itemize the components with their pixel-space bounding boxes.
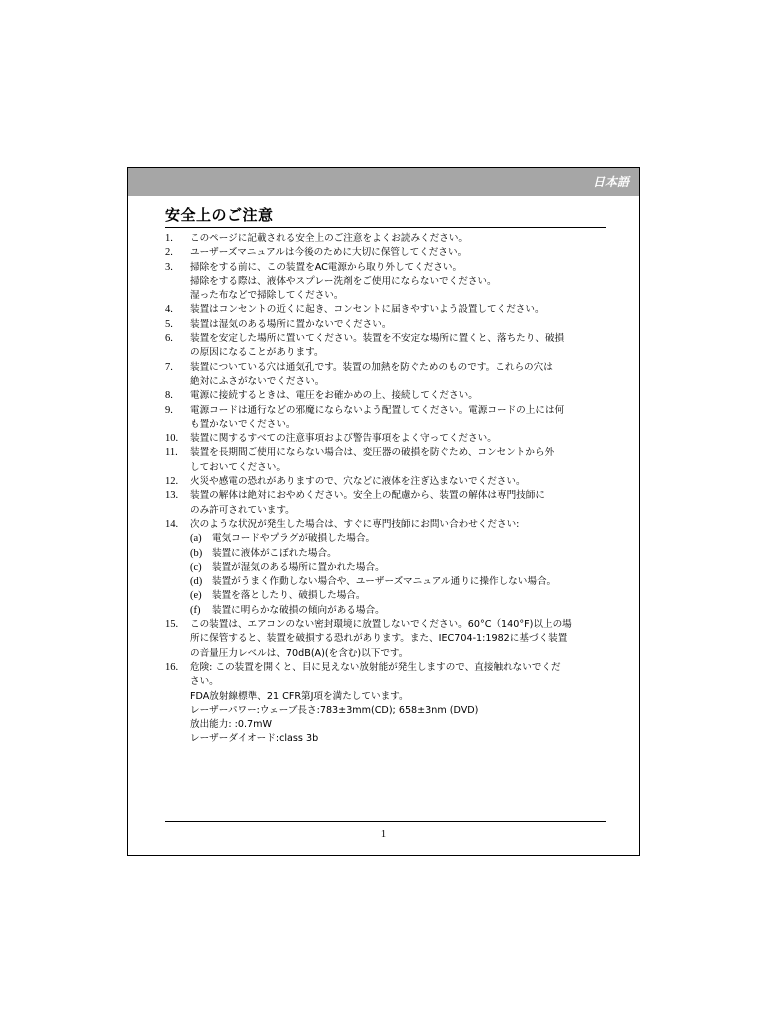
note-body [190, 475, 610, 489]
sub-item-letter: (f) [190, 604, 201, 616]
note-line: 装置は湿気のある場所に置かないでください。 [190, 318, 392, 330]
note-line: レーザーパワー:ウェーブ長さ:783±3mm(CD); 658±3nm (DVD) [190, 704, 479, 716]
note-number: 2. [165, 247, 173, 259]
sub-item [190, 547, 610, 561]
note-item [165, 518, 610, 618]
note-line: 絶対にふさがないでください。 [190, 375, 325, 387]
note-item [165, 232, 610, 246]
header-bar [128, 168, 639, 196]
note-line: の音量圧力レベルは、70dB(A)(を含む)以下です。 [190, 647, 409, 659]
note-number: 5. [165, 318, 173, 330]
sub-item-text: 装置に明らかな破損の傾向がある場合。 [212, 604, 385, 616]
page-title: 安全上のご注意 [165, 206, 274, 224]
note-line: 放出能力: :0.7mW [190, 719, 272, 731]
note-body [190, 361, 610, 390]
note-body [190, 246, 610, 260]
note-line: 装置の解体は絶対におやめください。安全上の配慮から、装置の解体は専門技師に [190, 490, 545, 502]
note-body [190, 303, 610, 317]
note-number: 8. [165, 390, 173, 402]
note-item [165, 261, 610, 304]
note-line: 電源コードは通行などの邪魔にならないよう配置してください。電源コードの上には何 [190, 404, 565, 416]
note-item [165, 404, 610, 433]
note-body [190, 446, 610, 475]
note-line: しておいてください。 [190, 461, 286, 473]
note-line: 湿った布などで掃除してください。 [190, 290, 344, 302]
note-number: 3. [165, 261, 173, 273]
note-item [165, 361, 610, 390]
note-body [190, 404, 610, 433]
sub-item [190, 575, 610, 589]
note-number: 10. [165, 433, 179, 445]
note-number: 15. [165, 619, 179, 631]
note-line: 装置についている穴は通気孔です。装置の加熱を防ぐためのものです。これらの穴は [190, 361, 553, 373]
footer-divider [165, 821, 606, 822]
page-number: 1 [380, 829, 387, 840]
note-line: 装置を安定した場所に置いてください。装置を不安定な場所に置くと、落ちたり、破損 [190, 333, 565, 345]
note-number: 9. [165, 404, 173, 416]
note-body [190, 618, 610, 661]
note-item [165, 489, 610, 518]
note-line: このページに記載される安全上のご注意をよくお読みください。 [190, 233, 469, 244]
note-line: 装置を長期間ご使用にならない場合は、変圧器の破損を防ぐため、コンセントから外 [190, 447, 555, 459]
note-line: 掃除をする前に、この装置をAC電源から取り外してください。 [190, 261, 463, 273]
language-label: 日本語 [592, 175, 629, 189]
note-body [190, 261, 610, 304]
note-item [165, 446, 610, 475]
note-body [190, 489, 610, 518]
note-item [165, 318, 610, 332]
sub-item [190, 532, 610, 546]
note-line: FDA放射線標準、21 CFR第J項を満たしています。 [190, 690, 409, 702]
note-item [165, 661, 610, 747]
note-number: 11. [165, 447, 178, 459]
note-body [190, 661, 610, 747]
note-item [165, 303, 610, 317]
note-item [165, 432, 610, 446]
note-body [190, 518, 610, 618]
sub-item-text: 装置がうまく作動しない場合や、ユーザーズマニュアル通りに操作しない場合。 [212, 576, 557, 588]
note-line: 次のような状況が発生した場合は、すぐに専門技師にお問い合わせください: [190, 518, 520, 530]
note-item [165, 618, 610, 661]
title-divider [165, 227, 606, 228]
note-item [165, 332, 610, 361]
note-line: ユーザーズマニュアルは今後のために大切に保管してください。 [190, 247, 468, 259]
note-line: 危険: この装置を開くと、目に見えない放射能が発生しますので、直接触れないでくだ [190, 661, 561, 673]
sub-item-letter: (a) [190, 533, 202, 545]
note-body [190, 389, 610, 403]
note-line: 掃除をする際は、液体やスプレー洗剤をご使用にならないでください。 [190, 275, 497, 287]
note-body [190, 232, 610, 246]
note-line: の原因になることがあります。 [190, 347, 324, 359]
note-line: のみ許可されています。 [190, 504, 295, 516]
sub-item [190, 589, 610, 603]
note-number: 6. [165, 333, 173, 345]
note-number: 12. [165, 476, 179, 488]
note-line: 火災や感電の恐れがありますので、穴などに液体を注ぎ込まないでください。 [190, 476, 526, 488]
sub-item [190, 561, 610, 575]
note-number: 1. [165, 233, 173, 244]
note-number: 14. [165, 518, 179, 530]
note-line: 電源に接続するときは、電圧をお確かめの上、接続してください。 [190, 390, 478, 402]
sub-item-letter: (e) [190, 590, 202, 602]
note-item [165, 389, 610, 403]
sub-item-list [190, 532, 610, 618]
note-line: 所に保管すると、装置を破損する恐れがあります。また、IEC704-1:1982に基づく装置 [190, 633, 568, 645]
sub-item [190, 604, 610, 618]
note-number: 13. [165, 490, 179, 502]
sub-item-letter: (c) [190, 561, 202, 573]
note-line: さい。 [190, 676, 219, 688]
document-page [127, 167, 640, 856]
note-body [190, 332, 610, 361]
sub-item-letter: (d) [190, 576, 203, 588]
note-line: も置かないでください。 [190, 418, 296, 430]
note-number: 16. [165, 661, 179, 673]
sub-item-text: 装置に液体がこぼれた場合。 [212, 547, 337, 559]
note-line: レーザーダイオード:class 3b [190, 733, 319, 745]
sub-item-text: 装置を落としたり、破損した場合。 [212, 590, 366, 602]
note-number: 4. [165, 304, 173, 316]
note-line: この装置は、エアコンのない密封環境に放置しないでください。60°C（140°F)以上の場 [190, 619, 572, 631]
note-line: 装置に関するすべての注意事項および警告事項をよく守ってください。 [190, 433, 497, 445]
sub-item-letter: (b) [190, 547, 203, 559]
note-line: 装置はコンセントの近くに起き、コンセントに届きやすいよう設置してください。 [190, 304, 545, 316]
note-body [190, 432, 610, 446]
note-item [165, 246, 610, 260]
note-item [165, 475, 610, 489]
sub-item-text: 電気コードやプラグが破損した場合。 [212, 533, 376, 545]
sub-item-text: 装置が湿気のある場所に置かれた場合。 [212, 561, 385, 573]
safety-notes-list [165, 232, 610, 747]
note-body [190, 318, 610, 332]
note-number: 7. [165, 361, 173, 373]
